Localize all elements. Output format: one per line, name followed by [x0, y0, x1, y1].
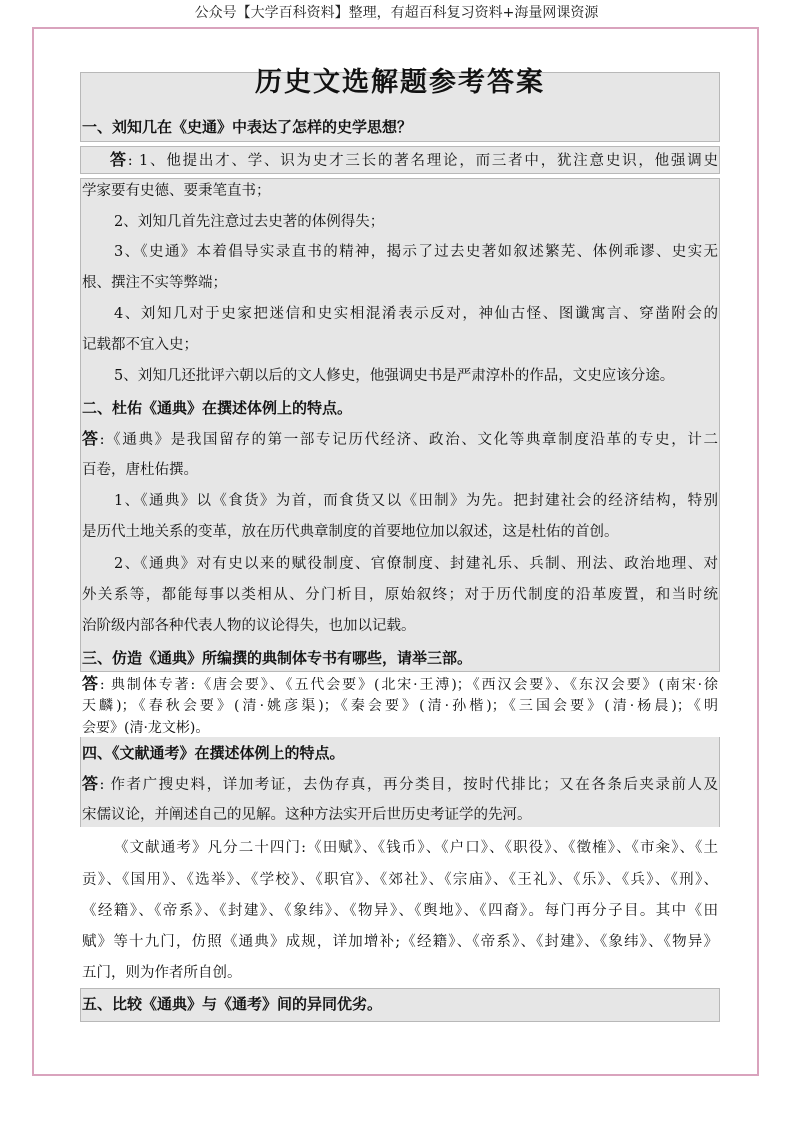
answer-text: 学家要有史德、要秉笔直书；: [82, 183, 271, 199]
answer-text: 根、撰注不实等弊端；: [82, 275, 227, 291]
answer-line: [82, 804, 718, 826]
answer-text: : 1、他提出才、学、识为史才三长的著名理论，而三者中，犹注意史识，他强调史: [127, 153, 718, 169]
answer-text: 5、刘知几还批评六朝以后的文人修史，他强调史书是严肃淳朴的作品，文史应该分途。: [114, 368, 675, 384]
answer-line: [82, 931, 718, 953]
answer-line: [82, 180, 718, 202]
answer-text: 3、《史通》本着倡导实录直书的精神，揭示了过去史著如叙述繁芜、体例乖谬、史实无: [114, 244, 718, 260]
answer-text: 2、刘知几首先注意过去史著的体例得失；: [114, 214, 385, 230]
answer-line: [82, 553, 718, 575]
answer-line: [82, 773, 718, 796]
answer-line: [82, 303, 718, 325]
answer-line: [82, 490, 718, 512]
answer-text: :《通典》是我国留存的第一部专记历代经济、政治、文化等典章制度沿革的专史，计二: [99, 432, 718, 448]
answer-text: 4、刘知几对于史家把迷信和史实相混淆表示反对，神仙古怪、图谶寓言、穿凿附会的: [114, 306, 718, 322]
answer-label: 答: [82, 674, 100, 693]
question-heading: 一、刘知几在《史通》中表达了怎样的史学思想？: [82, 118, 413, 136]
question-heading: 三、仿造《通典》所编撰的典制体专书有哪些，请举三部。: [82, 649, 473, 667]
answer-line: [82, 211, 718, 233]
answer-line: [82, 334, 718, 356]
answer-text: 记载都不宜入史；: [82, 337, 198, 353]
answer-text: 天麟)；《春秋会要》(清·姚彦渠)；《秦会要》(清·孙楷)；《三国会要》(清·杨晨)；《明: [82, 698, 718, 714]
answer-line: [82, 717, 718, 739]
answer-text: 1、《通典》以《食货》为首，而食货又以《田制》为先。把封建社会的经济结构，特别: [114, 493, 718, 509]
answer-line: [82, 837, 718, 859]
answer-line: [82, 459, 718, 481]
answer-text: : 作者广搜史料，详加考证，去伪存真，再分类目，按时代排比；又在各条后夹录前人及: [99, 777, 718, 793]
answer-line: [82, 584, 718, 606]
answer-text: 五门，则为作者所自创。: [82, 965, 242, 981]
answer-text: : 典制体专著:《唐会要》、《五代会要》(北宋·王溥)；《西汉会要》、《东汉会要》(南宋·徐: [99, 677, 718, 693]
answer-line: [82, 673, 718, 696]
answer-text: 百卷，唐杜佑撰。: [82, 462, 198, 478]
answer-line: [82, 869, 718, 891]
answer-line: [82, 695, 718, 717]
answer-text: 外关系等，都能每事以类相从、分门析目，原始叙终；对于历代制度的沿革废置，和当时统: [82, 587, 718, 603]
answer-line: [82, 900, 718, 922]
answer-label: 答: [82, 429, 100, 448]
answer-line: [82, 241, 718, 263]
page-title: 历史文选解题参考答案: [255, 67, 545, 98]
answer-line: [82, 272, 718, 294]
answer-text: 治阶级内部各种代表人物的议论得失，也加以记载。: [82, 618, 416, 634]
answer-text: 2、《通典》对有史以来的赋役制度、官僚制度、封建礼乐、兵制、刑法、政治地理、对: [114, 556, 718, 572]
question-heading: 五、比较《通典》与《通考》间的异同优劣。: [82, 995, 383, 1013]
answer-text: 是历代土地关系的变革，放在历代典章制度的首要地位加以叙述，这是杜佑的首创。: [82, 524, 619, 540]
answer-line: [82, 428, 718, 451]
answer-text: 宋儒议论，并阐述自己的见解。这种方法实开后世历史考证学的先河。: [82, 807, 532, 823]
answer-text: 会要》(清·龙文彬)。: [82, 720, 210, 736]
answer-line: [82, 962, 718, 984]
question-heading: 二、杜佑《通典》在撰述体例上的特点。: [82, 399, 353, 417]
answer-line: [82, 521, 718, 543]
question-heading: 四、《文献通考》在撰述体例上的特点。: [82, 744, 345, 762]
header-note: 公众号【大学百科资料】整理，有超百科复习资料+海量网课资源: [194, 5, 599, 21]
answer-label: 答: [82, 774, 100, 793]
answer-label: 答: [110, 150, 128, 169]
answer-line: [82, 149, 718, 172]
answer-text: 《文献通考》凡分二十四门:《田赋》、《钱币》、《户口》、《职役》、《徵榷》、《市籴》、《土: [114, 840, 718, 856]
answer-line: [82, 365, 718, 387]
answer-text: 贡》、《国用》、《选举》、《学校》、《职官》、《郊社》、《宗庙》、《王礼》、《乐》、《兵》、《刑》、: [82, 872, 718, 888]
answer-text: 《经籍》、《帝系》、《封建》、《象纬》、《物异》、《舆地》、《四裔》。每门再分子目。其中《田: [82, 903, 718, 919]
answer-line: [82, 615, 718, 637]
answer-text: 赋》等十九门，仿照《通典》成规，详加增补;《经籍》、《帝系》、《封建》、《象纬》、《物异》: [82, 934, 718, 950]
